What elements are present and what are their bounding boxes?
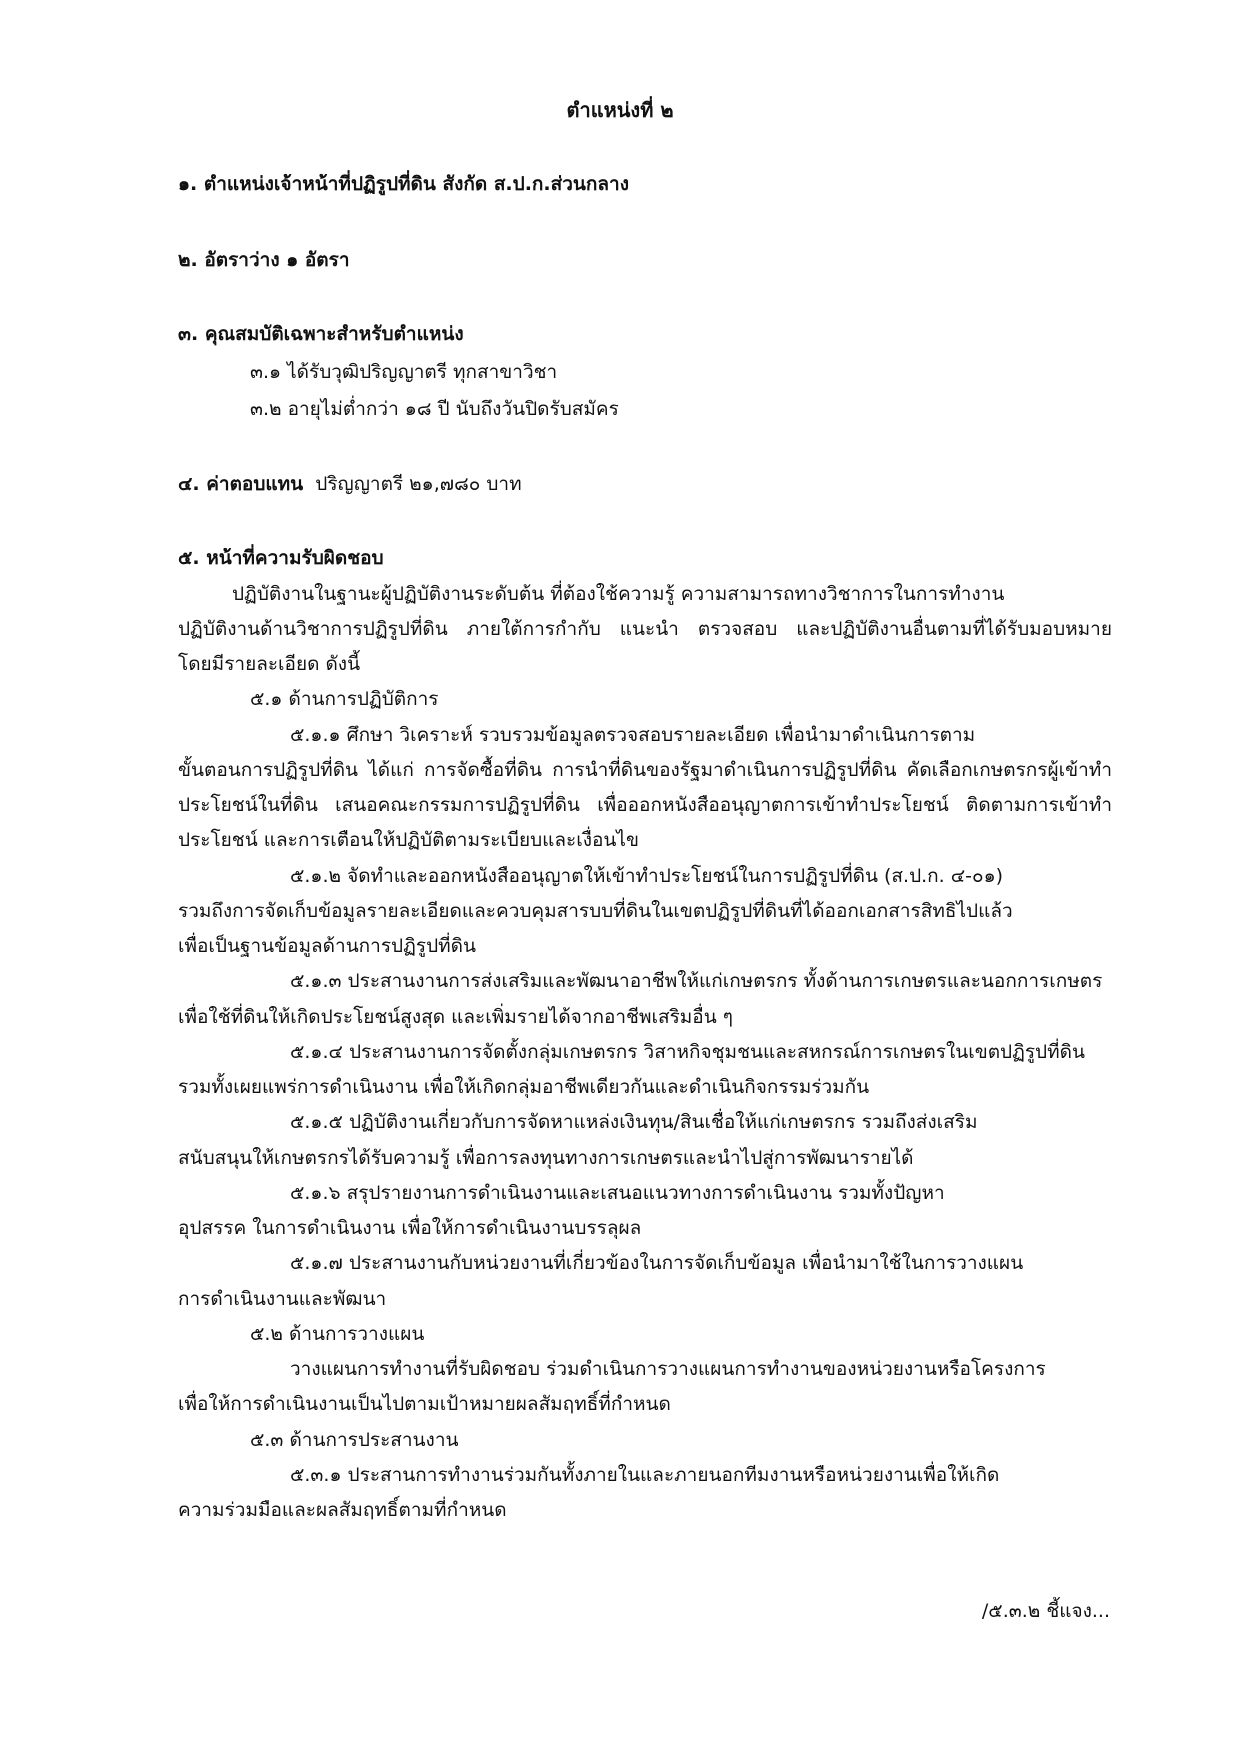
- item-5-1-2-line: ๕.๑.๒ จัดทำและออกหนังสืออนุญาตให้เข้าทำประโยชน์ในการปฏิรูปที่ดิน (ส.ป.ก. ๔-๐๑): [290, 865, 1004, 887]
- document-title: ตำแหน่งที่ ๒: [566, 98, 674, 122]
- item-5-1-7-line: การดำเนินงานและพัฒนา: [178, 1288, 387, 1310]
- item-5-3-1-line: ๕.๓.๑ ประสานการทำงานร่วมกันทั้งภายในและภายนอกทีมงานหรือหน่วยงานเพื่อให้เกิด: [290, 1464, 1000, 1486]
- item-5-1-2-line: เพื่อเป็นฐานข้อมูลด้านการปฏิรูปที่ดิน: [178, 935, 476, 957]
- section-4-label: ๔. ค่าตอบแทน: [178, 473, 304, 495]
- item-5-1-1-line: ประโยชน์ในที่ดิน เสนอคณะกรรมการปฏิรูปที่ดิน เพื่อออกหนังสืออนุญาตการเข้าทำประโยชน์ ติดตามการเข้าทำ: [178, 794, 1112, 816]
- item-5-1-1-line: ๕.๑.๑ ศึกษา วิเคราะห์ รวบรวมข้อมูลตรวจสอบรายละเอียด เพื่อนำมาดำเนินการตาม: [290, 724, 976, 746]
- item-5-1-6-line: ๕.๑.๖ สรุปรายงานการดำเนินงานและเสนอแนวทางการดำเนินงาน รวมทั้งปัญหา: [290, 1182, 945, 1204]
- subsection-5-2-heading: ๕.๒ ด้านการวางแผน: [250, 1323, 425, 1345]
- section-5-intro-line: ปฏิบัติงานในฐานะผู้ปฏิบัติงานระดับต้น ที่ต้องใช้ความรู้ ความสามารถทางวิชาการในการทำงาน: [232, 583, 1005, 605]
- section-5-heading: ๕. หน้าที่ความรับผิดชอบ: [178, 547, 384, 569]
- item-5-1-5-line: ๕.๑.๕ ปฏิบัติงานเกี่ยวกับการจัดหาแหล่งเงินทุน/สินเชื่อให้แก่เกษตรกร รวมถึงส่งเสริม: [290, 1111, 978, 1133]
- section-4-value: ปริญญาตรี ๒๑,๗๘๐ บาท: [315, 473, 522, 495]
- section-3-heading: ๓. คุณสมบัติเฉพาะสำหรับตำแหน่ง: [178, 323, 464, 345]
- item-5-1-5-line: สนับสนุนให้เกษตรกรได้รับความรู้ เพื่อการลงทุนทางการเกษตรและนำไปสู่การพัฒนารายได้: [178, 1147, 914, 1169]
- item-5-2-line: วางแผนการทำงานที่รับผิดชอบ ร่วมดำเนินการวางแผนการทำงานของหน่วยงานหรือโครงการ: [290, 1358, 1046, 1380]
- item-5-3-1-line: ความร่วมมือและผลสัมฤทธิ์ตามที่กำหนด: [178, 1499, 507, 1521]
- item-5-1-7-line: ๕.๑.๗ ประสานงานกับหน่วยงานที่เกี่ยวข้องในการจัดเก็บข้อมูล เพื่อนำมาใช้ในการวางแผน: [290, 1252, 1024, 1274]
- section-2-vacancy: ๒. อัตราว่าง ๑ อัตรา: [178, 249, 350, 271]
- section-5-intro-line: ปฏิบัติงานด้านวิชาการปฏิรูปที่ดิน ภายใต้การกำกับ แนะนำ ตรวจสอบ และปฏิบัติงานอื่นตามที่ได้รับมอบหมาย: [178, 618, 1112, 640]
- section-3-item-2: ๓.๒ อายุไม่ต่ำกว่า ๑๘ ปี นับถึงวันปิดรับสมัคร: [250, 398, 619, 420]
- item-5-1-2-line: รวมถึงการจัดเก็บข้อมูลรายละเอียดและควบคุมสารบบที่ดินในเขตปฏิรูปที่ดินที่ได้ออกเอกสารสิทธิไปแล้ว: [178, 900, 1013, 922]
- section-1-position: ๑. ตำแหน่งเจ้าหน้าที่ปฏิรูปที่ดิน สังกัด ส.ป.ก.ส่วนกลาง: [178, 173, 629, 195]
- item-5-1-1-line: ขั้นตอนการปฏิรูปที่ดิน ได้แก่ การจัดซื้อที่ดิน การนำที่ดินของรัฐมาดำเนินการปฏิรูปที่ดิน คัดเลือกเกษตรกรผู้เข้าทำ: [178, 759, 1112, 781]
- item-5-2-line: เพื่อให้การดำเนินงานเป็นไปตามเป้าหมายผลสัมฤทธิ์ที่กำหนด: [178, 1393, 671, 1415]
- item-5-1-4-line: รวมทั้งเผยแพร่การดำเนินงาน เพื่อให้เกิดกลุ่มอาชีพเดียวกันและดำเนินกิจกรรมร่วมกัน: [178, 1076, 870, 1098]
- section-3-item-1: ๓.๑ ได้รับวุฒิปริญญาตรี ทุกสาขาวิชา: [250, 361, 558, 383]
- item-5-1-3-line: ๕.๑.๓ ประสานงานการส่งเสริมและพัฒนาอาชีพให้แก่เกษตรกร ทั้งด้านการเกษตรและนอกการเกษตร: [290, 970, 1103, 992]
- item-5-1-3-line: เพื่อใช้ที่ดินให้เกิดประโยชน์สูงสุด และเพิ่มรายได้จากอาชีพเสริมอื่น ๆ: [178, 1006, 733, 1028]
- item-5-1-4-line: ๕.๑.๔ ประสานงานการจัดตั้งกลุ่มเกษตรกร วิสาหกิจชุมชนและสหกรณ์การเกษตรในเขตปฏิรูปที่ดิน: [290, 1041, 1085, 1063]
- subsection-5-1-heading: ๕.๑ ด้านการปฏิบัติการ: [250, 688, 439, 710]
- item-5-1-6-line: อุปสรรค ในการดำเนินงาน เพื่อให้การดำเนินงานบรรลุผล: [178, 1217, 642, 1239]
- item-5-1-1-line: ประโยชน์ และการเตือนให้ปฏิบัติตามระเบียบและเงื่อนไข: [178, 829, 639, 851]
- section-4-compensation: [178, 470, 522, 498]
- subsection-5-3-heading: ๕.๓ ด้านการประสานงาน: [250, 1429, 459, 1451]
- section-5-intro-line: โดยมีรายละเอียด ดังนี้: [178, 653, 361, 675]
- continuation-note: /๕.๓.๒ ชี้แจง...: [981, 1600, 1110, 1622]
